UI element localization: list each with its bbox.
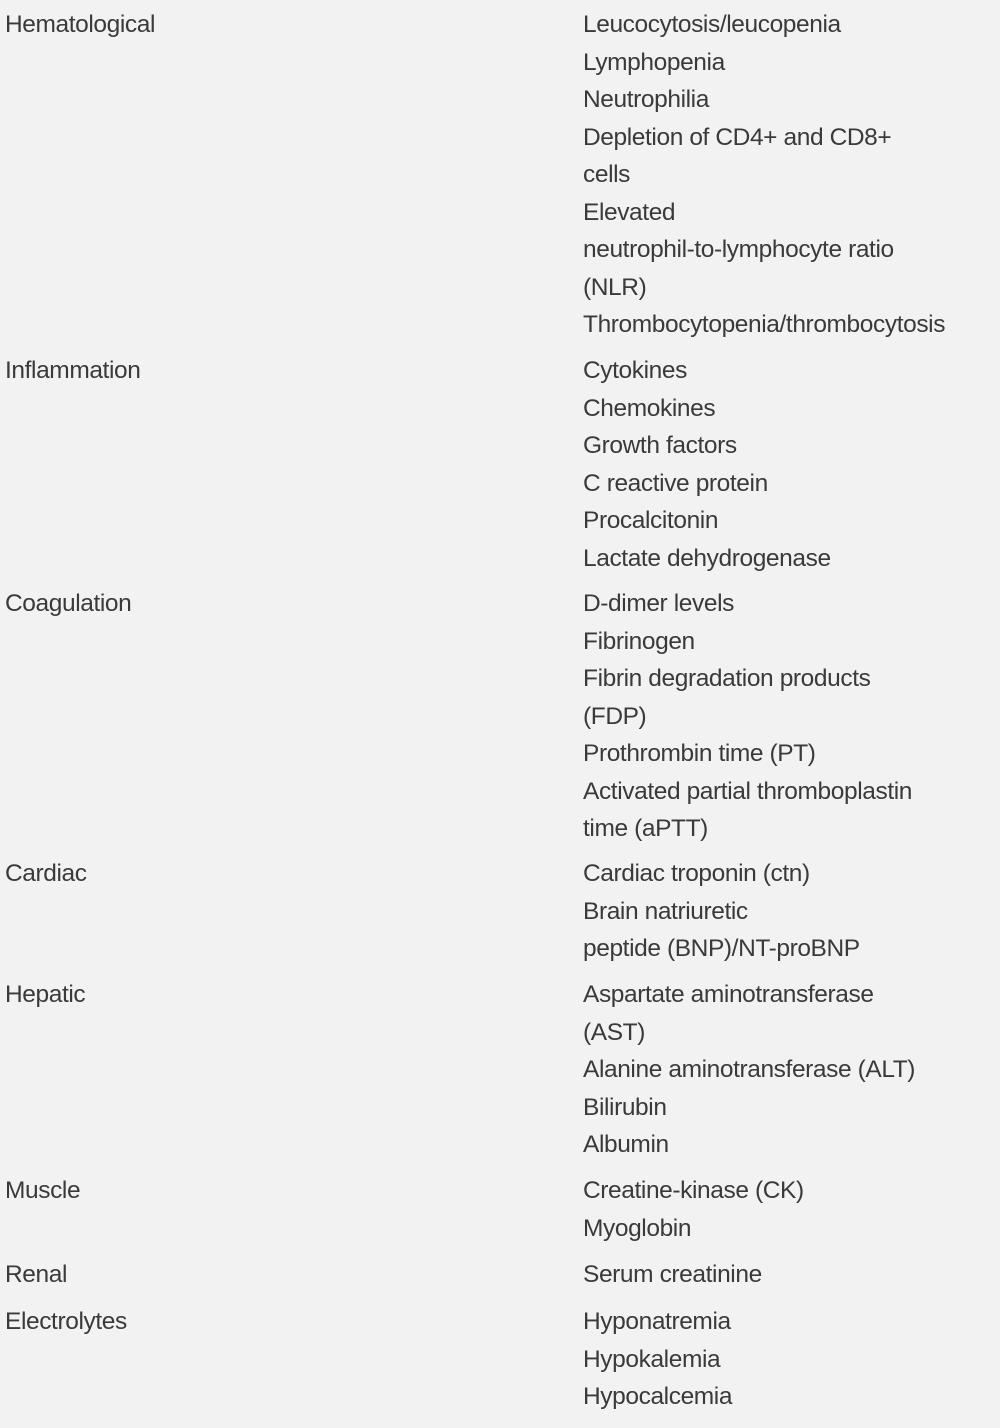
table-row [0, 352, 1000, 577]
marker-list [578, 6, 1000, 344]
marker-line: Aspartate aminotransferase [583, 981, 874, 1008]
marker-line: Prothrombin time (PT) [583, 740, 816, 767]
marker-line: Serum creatinine [583, 1261, 762, 1288]
category-label: Hepatic [5, 981, 86, 1008]
category-label: Renal [5, 1261, 68, 1288]
marker-list [578, 1303, 1000, 1416]
marker-line: Albumin [583, 1131, 669, 1158]
marker-line: Hyponatremia [583, 1308, 731, 1335]
marker-line: peptide (BNP)/NT-proBNP [583, 935, 860, 962]
table-row [0, 6, 1000, 344]
marker-line: Chemokines [583, 394, 716, 422]
marker-line: (AST) [583, 1018, 645, 1046]
marker-line: Fibrin degradation products [583, 665, 871, 692]
marker-list [578, 976, 1000, 1164]
marker-list [578, 1256, 1000, 1294]
marker-list [578, 585, 1000, 848]
marker-line: Hypocalcemia [583, 1383, 733, 1410]
marker-line: D-dimer levels [583, 590, 734, 617]
marker-list [578, 1172, 1000, 1247]
marker-line: Procalcitonin [583, 507, 719, 534]
marker-line: Thrombocytopenia/thrombocytosis [583, 311, 946, 338]
marker-line: Cardiac troponin (ctn) [583, 860, 810, 887]
marker-line: Elevated [583, 198, 676, 226]
marker-list [578, 855, 1000, 968]
marker-line: Leucocytosis/leucopenia [583, 11, 841, 38]
marker-line: Lymphopenia [583, 48, 725, 76]
category-label: Muscle [5, 1177, 81, 1204]
marker-line: Creatine-kinase (CK) [583, 1177, 804, 1204]
marker-line: Depletion of CD4+ and CD8+ [583, 123, 892, 151]
table-row [0, 855, 1000, 968]
category-label: Coagulation [5, 590, 132, 617]
marker-line: Neutrophilia [583, 86, 709, 113]
marker-line: Bilirubin [583, 1093, 667, 1121]
table-row [0, 1172, 1000, 1247]
marker-line: (NLR) [583, 273, 647, 301]
category-label: Cardiac [5, 860, 87, 887]
marker-line: Cytokines [583, 357, 687, 384]
marker-line: (FDP) [583, 702, 647, 730]
table-row [0, 1303, 1000, 1416]
table-row [0, 1256, 1000, 1294]
marker-line: C reactive protein [583, 469, 768, 497]
category-label: Electrolytes [5, 1308, 127, 1335]
table-row [0, 585, 1000, 848]
marker-line: Fibrinogen [583, 627, 695, 655]
table-row [0, 976, 1000, 1164]
marker-line: Alanine aminotransferase (ALT) [583, 1056, 916, 1083]
marker-line: neutrophil-to-lymphocyte ratio [583, 236, 894, 263]
marker-list [578, 352, 1000, 577]
marker-line: Growth factors [583, 432, 737, 459]
marker-line: Hypokalemia [583, 1345, 721, 1373]
marker-line: Myoglobin [583, 1214, 692, 1242]
category-label: Inflammation [5, 357, 141, 384]
category-label: Hematological [5, 11, 156, 38]
marker-line: time (aPTT) [583, 815, 708, 842]
marker-line: Activated partial thromboplastin [583, 777, 913, 805]
marker-line: cells [583, 161, 631, 188]
marker-line: Lactate dehydrogenase [583, 544, 831, 572]
marker-line: Brain natriuretic [583, 897, 748, 925]
